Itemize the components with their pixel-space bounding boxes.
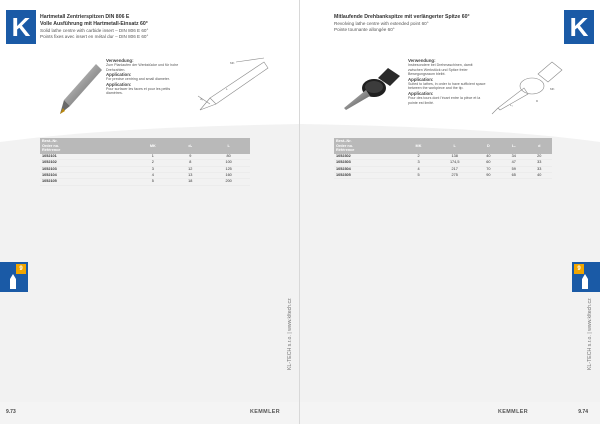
lathe-centre-icon <box>8 274 18 290</box>
table-cell: 2 <box>403 154 434 160</box>
table-cell: 200 <box>207 179 250 185</box>
table-cell: 3 <box>132 166 173 172</box>
right-page <box>300 0 600 424</box>
svg-text:MK: MK <box>550 87 555 91</box>
chapter-side-tab[interactable] <box>0 262 28 292</box>
right-title: Mitlaufende Drehbankspitze mit verlängerter Spitze 60° <box>334 14 470 20</box>
table-cell: 60 <box>476 160 501 166</box>
left-usage-text-en: For precise centring and small diameter. <box>106 77 170 82</box>
table-cell: 47 <box>501 160 526 166</box>
right-usage <box>408 58 488 105</box>
kemmler-k-logo: K <box>6 10 36 44</box>
revolving-centre-product-image <box>340 66 402 114</box>
page-number: 9.74 <box>578 409 588 415</box>
table-cell: 13 <box>173 173 207 179</box>
order-no-cell: 1052104 <box>40 173 132 179</box>
kemmler-k-logo: K <box>564 10 594 44</box>
right-usage-text-fr: Pour des tours dont l'écart entre la pièce et la pointe est limité. <box>408 95 481 105</box>
vertical-company-url: KL-TECH s.r.o. | www.kltech.cz <box>587 298 593 370</box>
order-no-cell: 1052105 <box>40 179 132 185</box>
table-cell: 90 <box>476 173 501 179</box>
table-header-d-large: D <box>476 138 501 154</box>
left-usage-head-de: Verwendung: <box>106 58 134 63</box>
left-usage-head-fr: Application: <box>106 81 132 87</box>
right-usage-head-de: Verwendung: <box>408 58 436 63</box>
table-cell: 70 <box>476 166 501 172</box>
right-subtitle-en: Revolving lathe centre with extended point 60° <box>334 21 429 26</box>
table-cell: 33 <box>527 166 553 172</box>
table-cell: 217 <box>434 166 476 172</box>
table-header-mk: MK <box>132 138 173 154</box>
left-header <box>40 14 250 40</box>
table-cell: 275 <box>434 173 476 179</box>
left-subtitle-de: Volle Ausführung mit Hartmetall-Einsatz 60° <box>40 21 148 27</box>
left-subtitle-fr: Points fixes avec insert en métal dur – DIN 806 E 60° <box>40 34 149 39</box>
table-cell: 4 <box>403 166 434 172</box>
table-cell: 160 <box>207 173 250 179</box>
left-usage-text-fr: Pour surfacer les faces et pour les petits diamètres. <box>106 86 171 96</box>
table-cell: 9 <box>173 154 207 160</box>
right-product-table <box>334 138 552 179</box>
order-no-cell: 1052303 <box>334 160 403 166</box>
chapter-number: 9 <box>16 264 26 274</box>
right-header <box>334 14 544 33</box>
carbide-centre-technical-drawing <box>196 56 270 112</box>
footer-bar <box>300 402 600 424</box>
order-no-cell: 1052305 <box>334 173 403 179</box>
table-header-l1: L₁ <box>501 138 526 154</box>
table-row <box>40 179 250 185</box>
svg-text:MK: MK <box>230 61 235 65</box>
table-header-order-no: Best.-Nr. Order no. Référence <box>40 138 132 154</box>
right-subtitle-fr: Pointe tournante allongée 60° <box>334 27 395 32</box>
table-cell: 5 <box>403 173 434 179</box>
order-no-cell: 1052103 <box>40 166 132 172</box>
carbide-centre-product-image <box>56 62 104 118</box>
right-usage-text-de: Insbesondere bei Drehmaschinen, damit zwischen Werkstück und Spitze freier Bewegungsraum bleibt. <box>408 63 473 77</box>
table-row <box>334 173 552 179</box>
table-cell: 8 <box>173 160 207 166</box>
lathe-centre-icon <box>580 274 590 290</box>
table-header-order-no: Best.-Nr. Order no. Référence <box>334 138 403 154</box>
table-cell: 33 <box>527 160 553 166</box>
chapter-number: 9 <box>574 264 584 274</box>
order-no-cell: 1052302 <box>334 154 403 160</box>
table-cell: 40 <box>527 173 553 179</box>
vertical-company-url: KL-TECH s.r.o. | www.kltech.cz <box>287 298 293 370</box>
table-cell: 3 <box>403 160 434 166</box>
table-cell: 125 <box>207 166 250 172</box>
table-header-d-small: d <box>527 138 553 154</box>
table-cell: 1 <box>132 154 173 160</box>
chapter-side-tab[interactable] <box>572 262 600 292</box>
brand-name: KEMMLER <box>498 409 529 415</box>
revolving-centre-technical-drawing <box>490 60 566 116</box>
table-cell: 34 <box>501 154 526 160</box>
table-cell: 12 <box>173 166 207 172</box>
order-no-cell: 1052304 <box>334 166 403 172</box>
left-usage-head-en: Application: <box>106 72 132 78</box>
table-header-l: L <box>207 138 250 154</box>
right-usage-head-en: Application: <box>408 76 434 82</box>
table-cell: 59 <box>501 166 526 172</box>
table-cell: 20 <box>527 154 553 160</box>
table-cell: 2 <box>132 160 173 166</box>
order-no-cell: 1052101 <box>40 154 132 160</box>
svg-text:D: D <box>536 99 539 103</box>
table-cell: 4 <box>132 173 173 179</box>
table-header-l: L <box>434 138 476 154</box>
page-number: 9.73 <box>6 409 16 415</box>
brand-name: KEMMLER <box>250 409 281 415</box>
left-usage <box>106 58 186 96</box>
table-cell: 5 <box>132 179 173 185</box>
table-cell: 100 <box>207 160 250 166</box>
svg-text:d₁: d₁ <box>200 97 203 101</box>
left-usage-text-de: Zum Planlaufen der Werkstücke und für hohe Drehzahlen. <box>106 63 179 72</box>
right-usage-text-en: Suited to lathes, in order to have sufficient space between the workpiece and the tip. <box>408 81 486 91</box>
table-cell: 174,5 <box>434 160 476 166</box>
right-usage-head-fr: Application: <box>408 90 434 96</box>
table-cell: 65 <box>501 173 526 179</box>
left-title: Hartmetall Zentrierspitzen DIN 806 E <box>40 14 130 20</box>
table-cell: 80 <box>207 154 250 160</box>
svg-text:L₁: L₁ <box>510 103 513 107</box>
left-subtitle-en: Solid lathe centre with carbide insert – DIN 806 E 60° <box>40 28 149 33</box>
table-cell: 40 <box>476 154 501 160</box>
svg-text:L: L <box>226 87 228 91</box>
table-header-d1: d₁ <box>173 138 207 154</box>
order-no-cell: 1052102 <box>40 160 132 166</box>
table-cell: 18 <box>173 179 207 185</box>
table-header-mk: MK <box>403 138 434 154</box>
table-cell: 138 <box>434 154 476 160</box>
left-product-table <box>40 138 250 186</box>
